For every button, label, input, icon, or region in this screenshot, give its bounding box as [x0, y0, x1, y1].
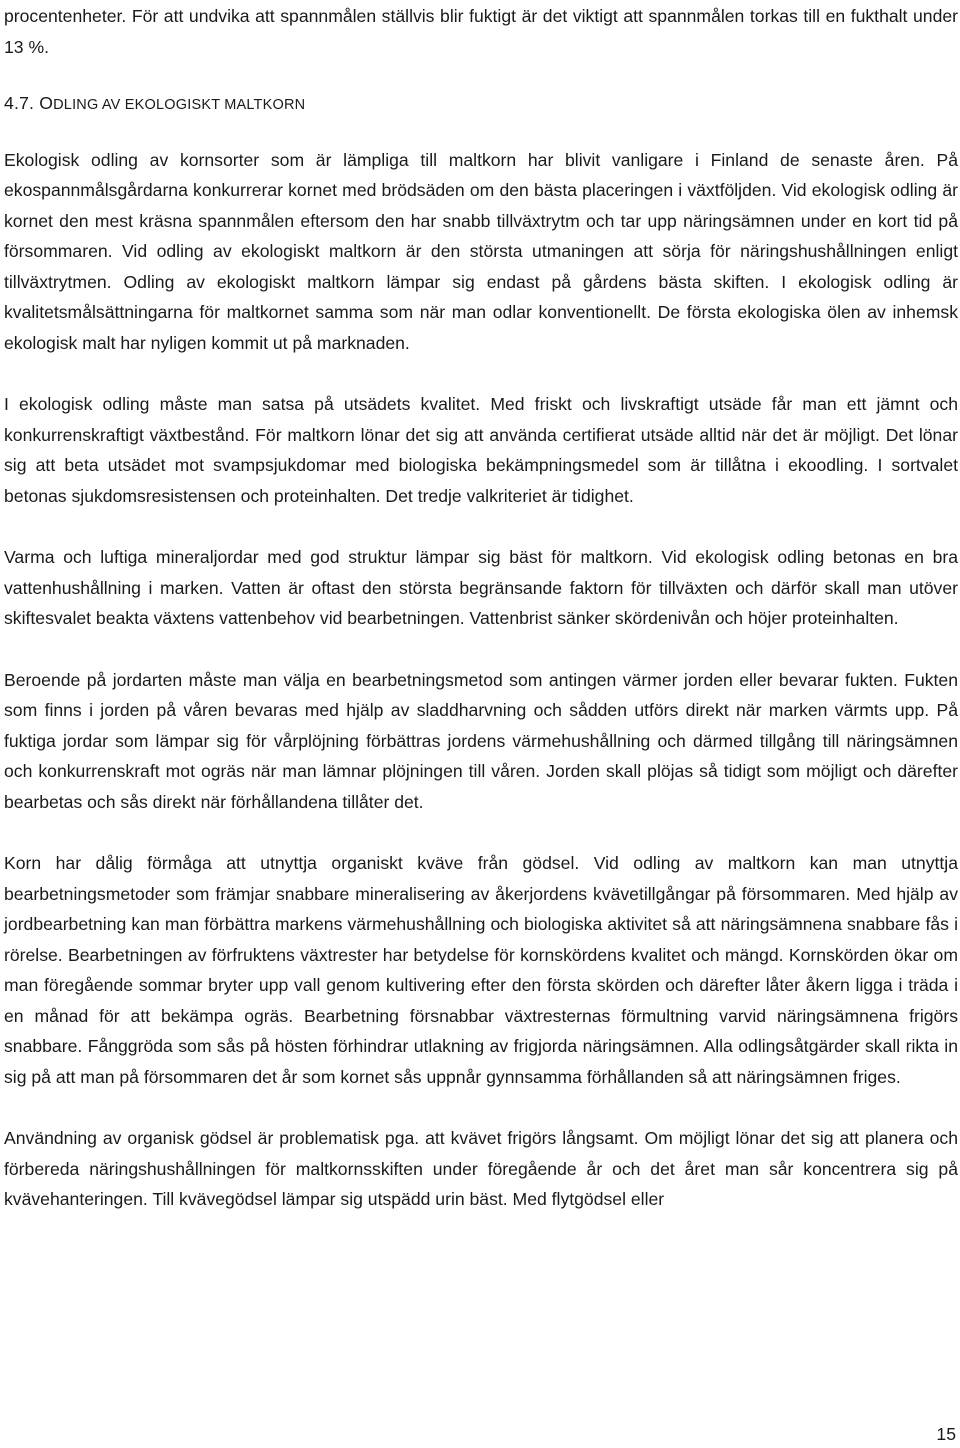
intro-paragraph: procentenheter. För att undvika att spannmålen ställvis blir fuktigt är det viktigt att spannmålen torkas till en fukthalt under 13 %. [4, 6, 958, 57]
section-heading [4, 88, 958, 121]
paragraph-mineraljordar: Varma och luftiga mineraljordar med god struktur lämpar sig bäst för maltkorn. Vid ekologisk odling betonas en bra vattenhushållning i marken. Vatten är oftast den största begränsande faktorn för tillväxten och därför skall man utöver skiftesvalet beakta växtens vattenbehov vid bearbetningen. Vattenbrist sänker skördenivån och höjer proteinhalten. [4, 547, 958, 628]
paragraph-ekologisk-odling: Ekologisk odling av kornsorter som är lämpliga till maltkorn har blivit vanligare i Finland de senaste åren. På ekospannmålsgårdarna konkurrerar kornet med brödsäden om den bästa placeringen i växtföljden. Vid ekologisk odling är kornet den mest kräsna spannmålen eftersom den har snabb tillväxtrytm och tar upp näringsämnen under en kort tid på försommaren. Vid odling av ekologiskt maltkorn är den största utmaningen att sörja för näringshushållningen enligt tillväxtrytmen. Odling av ekologiskt maltkorn lämpar sig endast på gårdens bästa skiften. I ekologisk odling är kvalitetsmålsättningarna för maltkornet samma som när man odlar konventionellt. De första ekologiska ölen av inhemsk ekologisk malt har nyligen kommit ut på marknaden. [4, 149, 958, 353]
section-number: 4.7. [4, 93, 35, 113]
section-title-initial: O [39, 93, 54, 113]
paragraph-organisk-godsel: Användning av organisk gödsel är problematisk pga. att kvävet frigörs långsamt. Om möjligt lönar det sig att planera och förbereda näringshushållningen för maltkornsskiften under föregående år och det året man sår koncentrera sig på kvävehanteringen. Till kvävegödsel lämpar sig utspädd urin bäst. Med flytgödsel eller [4, 1128, 958, 1209]
section-title-rest: DLING AV EKOLOGISKT MALTKORN [53, 97, 306, 113]
paragraph-utsade: I ekologisk odling måste man satsa på utsädets kvalitet. Med friskt och livskraftigt utsäde får man ett jämnt och konkurrenskraftigt växtbestånd. För maltkorn lönar det sig att använda certifierat utsäde alltid när det är möjligt. Det lönar sig att beta utsädet mot svampsjukdomar med biologiska bekämpningsmedel som är tillåtna i ekoodling. I sortvalet betonas sjukdomsresistensen och proteinhalten. Det tredje valkriteriet är tidighet. [4, 394, 958, 506]
page-number: 15 [936, 1424, 956, 1444]
paragraph-bearbetningsmetod: Beroende på jordarten måste man välja en bearbetningsmetod som antingen värmer jorden eller bevarar fukten. Fukten som finns i jorden på våren bevaras med hjälp av sladdharvning och sådden utförs direkt när marken värmts upp. På fuktiga jordar som lämpar sig för vårplöjning förbättras jordens värmehushållning och därmed tillgång till näringsämnen och konkurrenskraft mot ogräs när man lämnar plöjningen till våren. Jorden skall plöjas så tidigt som möjligt och därefter bearbetas och sås direkt när förhållandena tillåter det. [4, 669, 958, 812]
page-content [4, 0, 958, 1215]
paragraph-organiskt-kvave: Korn har dålig förmåga att utnyttja organiskt kväve från gödsel. Vid odling av maltkorn kan man utnyttja bearbetningsmetoder som främjar snabbare mineralisering av åkerjordens kvävetillgångar på försommaren. Med hjälp av jordbearbetning kan man förbättra markens värmehushållning och biologiska aktivitet så att näringsämnena snabbare fås i rörelse. Bearbetningen av förfruktens växtrester har betydelse för kornskördens kvalitet och mängd. Kornskörden ökar om man föregående sommar bryter upp vall genom kultivering efter den första skörden och därefter låter åkern ligga i träda i en månad för att bekämpa ogräs. Bearbetning försnabbar växtresternas förmultning varvid näringsämnena frigörs snabbare. Fånggröda som sås på hösten förhindrar utlakning av frigjorda näringsämnen. Alla odlingsåtgärder skall rikta in sig på att man på försommaren det år som kornet sås uppnår gynnsamma förhållanden så att näringsämnen friges. [4, 853, 958, 1087]
